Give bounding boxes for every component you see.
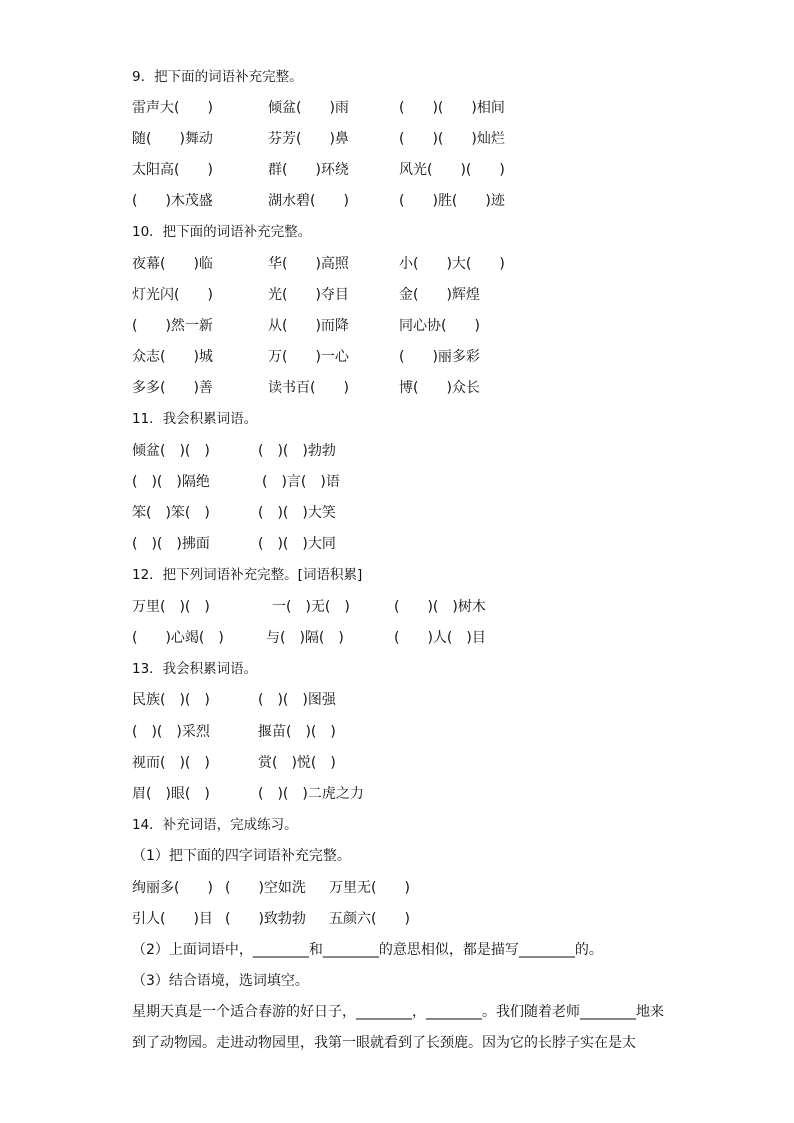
q11-row-2 (132, 471, 340, 493)
word-blank: ( )( )灿烂 (399, 131, 505, 147)
word-blank: 万里无( ) (329, 880, 410, 896)
word-blank: ( )空如洗 (225, 880, 306, 896)
word-blank: 倾盆( )雨 (268, 100, 349, 116)
q11-row-1 (132, 440, 336, 462)
word-blank: 揠苗( )( ) (258, 724, 336, 740)
q9-title: 9．把下面的词语补充完整。 (132, 69, 303, 85)
q12-row-1 (132, 596, 486, 618)
q10-row-4 (132, 346, 480, 368)
word-blank: 视而( )( ) (132, 755, 210, 771)
word-blank: 从( )而降 (268, 318, 349, 334)
word-blank: ( )( )树木 (394, 599, 486, 615)
word-blank: ( )( )二虎之力 (258, 786, 364, 802)
q9-row-2 (132, 128, 505, 150)
q13-row-1 (132, 689, 336, 711)
q11-title: 11．我会积累词语。 (132, 411, 258, 427)
word-blank: 万( )一心 (268, 349, 349, 365)
word-blank: 与( )隔( ) (266, 630, 344, 646)
word-blank: 雷声大( ) (132, 100, 213, 116)
word-blank: ( )然一新 (132, 318, 213, 334)
word-blank: 太阳高( ) (132, 162, 213, 178)
word-blank: ( )( )图强 (258, 692, 336, 708)
q13-row-2 (132, 721, 336, 743)
word-blank: 同心协( ) (399, 318, 480, 334)
word-blank: 夜幕( )临 (132, 256, 213, 272)
q12-title: 12．把下列词语补充完整。[词语积累] (132, 567, 363, 583)
word-blank: 湖水碧( ) (268, 193, 349, 209)
q14-part1-row-2 (132, 908, 410, 930)
word-blank: 博( )众长 (399, 380, 480, 396)
word-blank: 众志( )城 (132, 349, 213, 365)
q10-row-1 (132, 253, 505, 275)
q12-row-2 (132, 627, 486, 649)
q14-title: 14．补充词语，完成练习。 (132, 817, 298, 833)
word-blank: 赏( )悦( ) (258, 755, 336, 771)
q9-row-4 (132, 190, 505, 212)
word-blank: 小( )大( ) (399, 256, 505, 272)
q10-row-3 (132, 315, 480, 337)
word-blank: 光( )夺目 (268, 287, 349, 303)
word-blank: 读书百( ) (268, 380, 349, 396)
word-blank: 民族( )( ) (132, 692, 210, 708)
q10-row-2 (132, 284, 480, 306)
q14-part2: （2）上面词语中，________和________的意思相似，都是描写________的。 (132, 942, 603, 958)
word-blank: ( )木茂盛 (132, 193, 213, 209)
q10-title: 10．把下面的词语补充完整。 (132, 224, 312, 240)
word-blank: ( )( )大同 (258, 536, 336, 552)
word-blank: 一( )无( ) (272, 599, 350, 615)
word-blank: ( )( )大笑 (258, 505, 336, 521)
word-blank: 引人( )目 (132, 911, 213, 927)
word-blank: 倾盆( )( ) (132, 443, 210, 459)
word-blank: 随( )舞动 (132, 131, 213, 147)
q9-row-3 (132, 159, 505, 181)
word-blank: 群( )环绕 (268, 162, 349, 178)
word-blank: ( )( )勃勃 (258, 443, 336, 459)
word-blank: 华( )高照 (268, 256, 349, 272)
word-blank: 笨( )笨( ) (132, 505, 210, 521)
word-blank: 眉( )眼( ) (132, 786, 210, 802)
word-blank: 绚丽多( ) (132, 880, 213, 896)
q14-passage: 星期天真是一个适合春游的好日子，________，________。我们随着老师________地来到了动物园。走进动物园里，我第一眼就看到了长颈鹿。因为它的长脖子实在是太 (132, 1004, 664, 1051)
word-blank: ( )丽多彩 (399, 349, 480, 365)
q10-row-5 (132, 377, 480, 399)
q13-title: 13．我会积累词语。 (132, 661, 258, 677)
word-blank: 五颜六( ) (329, 911, 410, 927)
word-blank: ( )胜( )迹 (399, 193, 505, 209)
word-blank: ( )( )采烈 (132, 724, 210, 740)
q11-row-3 (132, 502, 336, 524)
word-blank: ( )心竭( ) (132, 630, 224, 646)
word-blank: ( )( )相间 (399, 100, 505, 116)
q13-row-3 (132, 752, 336, 774)
word-blank: ( )( )拂面 (132, 536, 210, 552)
word-blank: ( )人( )目 (394, 630, 486, 646)
q14-part3-title: （3）结合语境，选词填空。 (132, 973, 309, 989)
word-blank: 灯光闪( ) (132, 287, 213, 303)
q14-part1-row-1 (132, 877, 410, 899)
q11-row-4 (132, 533, 336, 555)
word-blank: 多多( )善 (132, 380, 213, 396)
word-blank: 万里( )( ) (132, 599, 210, 615)
q9-row-1 (132, 97, 505, 119)
q13-row-4 (132, 783, 364, 805)
word-blank: ( )致勃勃 (225, 911, 306, 927)
word-blank: 芬芳( )鼻 (268, 131, 349, 147)
word-blank: 风光( )( ) (399, 162, 505, 178)
q14-part1-title: （1）把下面的四字词语补充完整。 (132, 848, 351, 864)
word-blank: ( )言( )语 (262, 474, 340, 490)
word-blank: ( )( )隔绝 (132, 474, 210, 490)
word-blank: 金( )辉煌 (399, 287, 480, 303)
